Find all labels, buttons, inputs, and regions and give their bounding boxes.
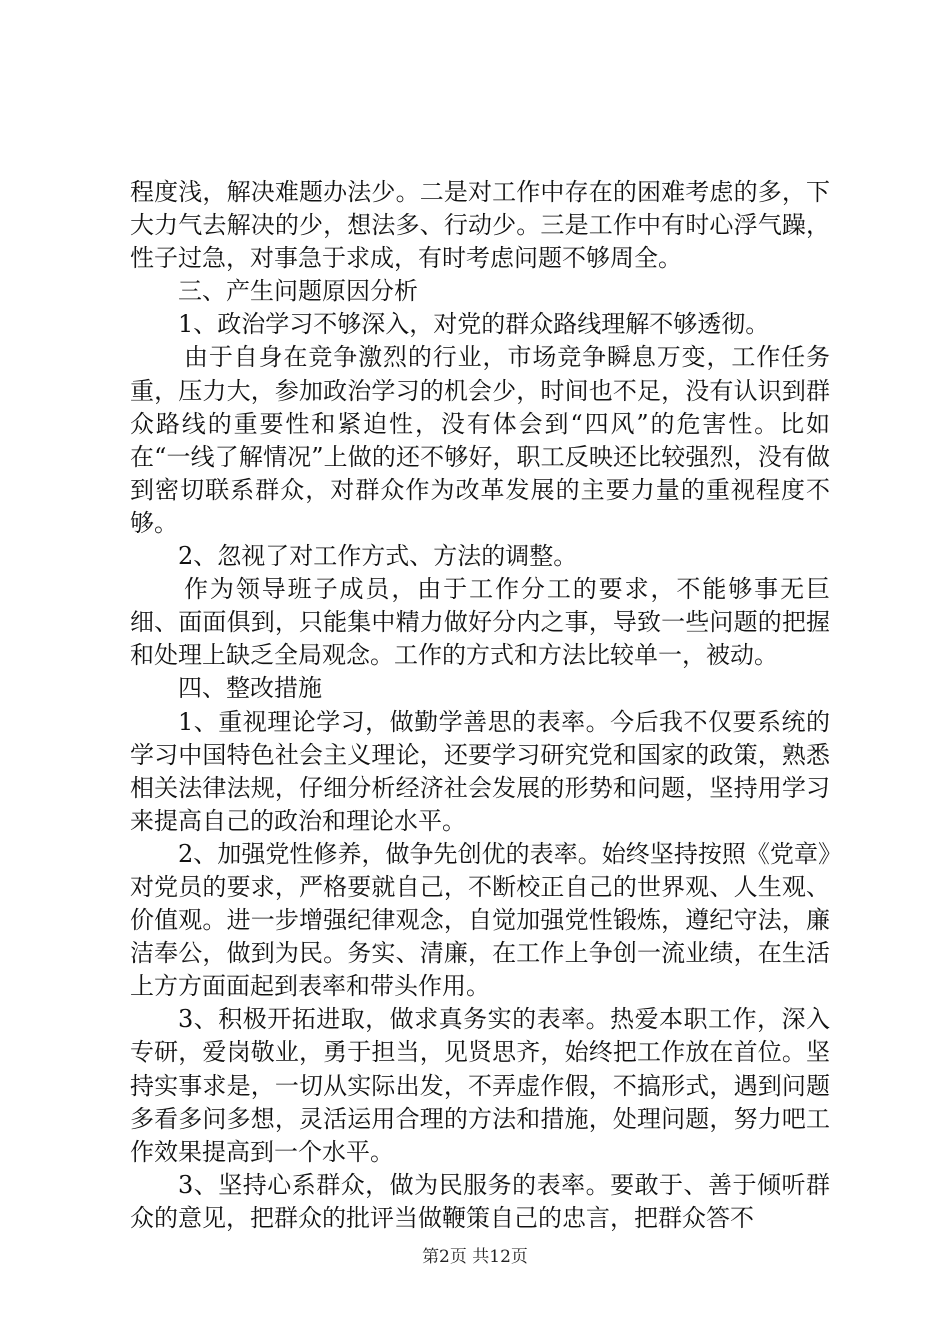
paragraph-measure-pioneering: 3、积极开拓进取，做求真务实的表率。热爱本职工作，深入专研，爱岗敬业，勇于担当，见贤思齐，始终把工作放在首位。坚持实事求是，一切从实际出发，不弄虚作假，不搞形式，遇到问题多看多问多想，灵活运用合理的方法和措施，处理问题，努力吧工作效果提高到一个水平。 (130, 1005, 830, 1166)
paragraph-measure-serve-masses: 3、坚持心系群众，做为民服务的表率。要敢于、善于倾听群众的意见，把群众的批评当做鞭策自己的忠言，把群众答不 (130, 1170, 830, 1232)
subheading-work-methods: 2、忽视了对工作方式、方法的调整。 (178, 542, 578, 571)
paragraph-work-methods: 作为领导班子成员，由于工作分工的要求，不能够事无巨细、面面俱到，只能集中精力做好分内之事，导致一些问题的把握和处理上缺乏全局观念。工作的方式和方法比较单一，被动。 (130, 575, 830, 670)
paragraph-measure-party-spirit: 2、加强党性修养，做争先创优的表率。始终坚持按照《党章》对党员的要求，严格要就自己，不断校正自己的世界观、人生观、价值观。进一步增强纪律观念，自觉加强党性锻炼，遵纪守法，廉洁奉公，做到为民。务实、清廉，在工作上争创一流业绩，在生活上方方面面起到表率和带头作用。 (130, 839, 830, 1001)
section-heading-cause-analysis: 三、产生问题原因分析 (178, 277, 418, 306)
paragraph-continuation: 程度浅，解决难题办法少。二是对工作中存在的困难考虑的多，下大力气去解决的少，想法多、行动少。三是工作中有时心浮气躁，性子过急，对事急于求成，有时考虑问题不够周全。 (130, 178, 830, 273)
document-body (130, 176, 830, 1235)
page-number-label: 第2页 共12页 (422, 1247, 528, 1267)
section-heading-rectification: 四、整改措施 (178, 674, 322, 703)
subheading-political-study: 1、政治学习不够深入，对党的群众路线理解不够透彻。 (178, 310, 770, 339)
page-footer (0, 1242, 950, 1267)
paragraph-measure-theory-study: 1、重视理论学习，做勤学善思的表率。今后我不仅要系统的学习中国特色社会主义理论，还要学习研究党和国家的政策，熟悉相关法律法规，仔细分析经济社会发展的形势和问题，坚持用学习来提高自己的政治和理论水平。 (130, 707, 830, 835)
paragraph-political-study: 由于自身在竞争激烈的行业，市场竞争瞬息万变，工作任务重，压力大，参加政治学习的机会少，时间也不足，没有认识到群众路线的重要性和紧迫性，没有体会到“四风”的危害性。比如在“一线了解情况”上做的还不够好，职工反映还比较强烈，没有做到密切联系群众，对群众作为改革发展的主要力量的重视程度不够。 (130, 343, 830, 537)
